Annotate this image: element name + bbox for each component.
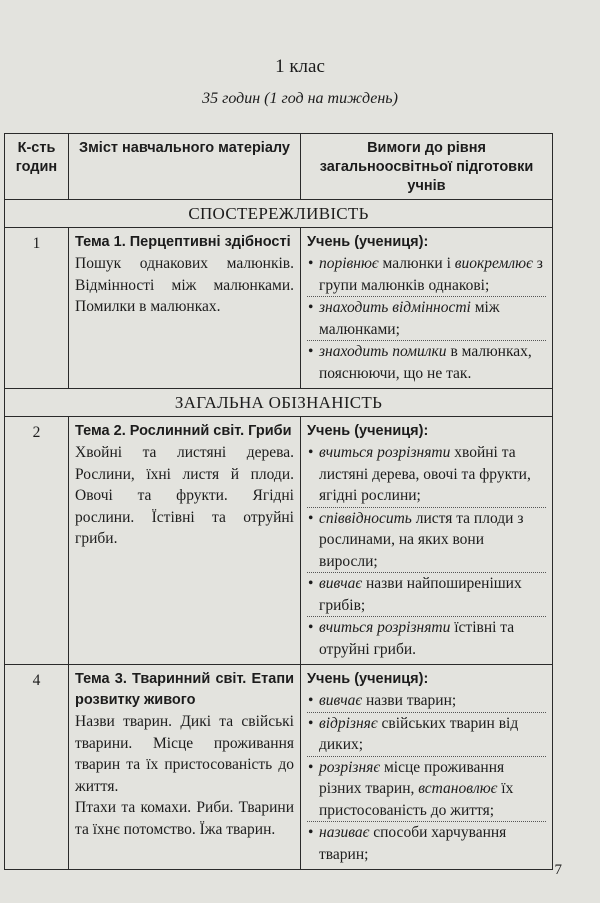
- curriculum-table: [4, 133, 553, 870]
- list-item: • знаходить помилки в малюнках, пояснюючи, що не так.: [307, 340, 546, 384]
- content-cell: [69, 665, 301, 870]
- page-title: 1 клас: [275, 56, 325, 77]
- content-cell: [69, 417, 301, 665]
- table-row: [5, 665, 553, 870]
- list-item: • вивчає назви тварин;: [307, 690, 546, 712]
- page-subtitle: 35 годин (1 год на тиждень): [202, 90, 398, 107]
- hours-cell: 2: [5, 417, 69, 665]
- section-row: [5, 200, 553, 228]
- content-cell: [69, 228, 301, 389]
- topic-title: Тема 1. Перцептивні здібності: [75, 234, 291, 250]
- page-number: 7: [554, 862, 562, 878]
- student-label: Учень (учениця):: [307, 423, 429, 439]
- list-item: • відрізняє свійських тварин від диких;: [307, 712, 546, 756]
- list-item: • називає способи харчування тварин;: [307, 821, 546, 865]
- requirements-list: [307, 442, 546, 660]
- table-header-row: [5, 134, 553, 200]
- header-hours: К-сть годин: [5, 134, 69, 200]
- list-item: • розрізняє місце проживання різних тварин, встановлює їх пристосованість до життя;: [307, 756, 546, 822]
- requirements-list: [307, 253, 546, 384]
- list-item: • вчиться розрізняти хвойні та листяні дерева, овочі та фрукти, ягідні рослини;: [307, 442, 546, 507]
- list-item: • вивчає назви найпоширеніших грибів;: [307, 572, 546, 616]
- topic-content: Хвойні та листяні дерева. Рослини, їхні листя й плоди. Овочі та фрукти. Ягідні рослини. Їстівні та отруйні гриби.: [75, 444, 294, 547]
- header-content: Зміст навчального матеріалу: [69, 134, 301, 200]
- requirements-list: [307, 690, 546, 865]
- topic-content: Назви тварин. Дикі та свійські тварини. Місце проживання тварин та їх пристосованість до життя.: [75, 713, 294, 795]
- requirements-cell: [301, 417, 553, 665]
- header-requirements: Вимоги до рівня загальноосвітньої підготовки учнів: [301, 134, 553, 200]
- section-title: ЗАГАЛЬНА ОБІЗНАНІСТЬ: [5, 389, 553, 417]
- section-title: СПОСТЕРЕЖЛИВІСТЬ: [5, 200, 553, 228]
- list-item: • вчиться розрізняти їстівні та отруйні гриби.: [307, 616, 546, 660]
- list-item: • знаходить відмінності між малюнками;: [307, 296, 546, 340]
- topic-content: Пошук однакових малюнків. Відмінності між малюнками. Помилки в малюнках.: [75, 255, 294, 315]
- student-label: Учень (учениця):: [307, 234, 429, 250]
- hours-cell: 1: [5, 228, 69, 389]
- list-item: • співвідносить листя та плоди з рослинами, на яких вони виросли;: [307, 507, 546, 573]
- topic-title: Тема 3. Тваринний світ. Етапи розвитку живого: [75, 671, 294, 708]
- requirements-cell: [301, 665, 553, 870]
- table-row: [5, 417, 553, 665]
- student-label: Учень (учениця):: [307, 671, 429, 687]
- hours-cell: 4: [5, 665, 69, 870]
- topic-title: Тема 2. Рослинний світ. Гриби: [75, 423, 292, 439]
- list-item: • порівнює малюнки і виокремлює з групи малюнків однакові;: [307, 253, 546, 296]
- topic-content: Птахи та комахи. Риби. Тварини та їхнє потомство. Їжа тварин.: [75, 799, 294, 838]
- section-row: [5, 389, 553, 417]
- table-row: [5, 228, 553, 389]
- requirements-cell: [301, 228, 553, 389]
